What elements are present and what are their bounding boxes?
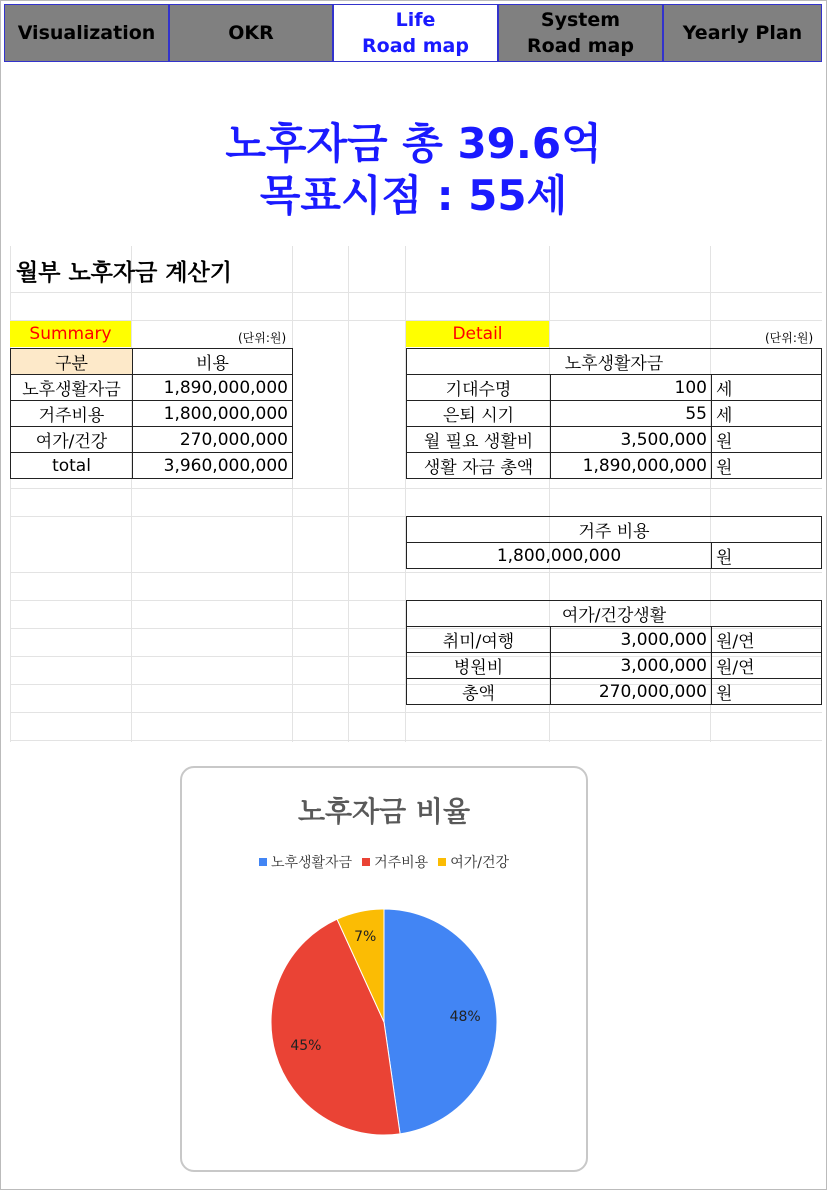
chart-title: 노후자금 비율 <box>297 795 471 828</box>
table-row <box>407 679 822 705</box>
living-cell-value[interactable]: 3,500,000 <box>551 427 712 453</box>
tab-visualization[interactable] <box>4 4 169 62</box>
living-cell-unit[interactable]: 세 <box>712 375 822 401</box>
leisure-cell-value[interactable]: 3,000,000 <box>551 627 712 653</box>
summary-cell-name[interactable]: total <box>11 453 133 479</box>
pie-data-label: 48% <box>449 1009 481 1026</box>
headline-total: 노후자금 총 39.6억 <box>225 119 602 168</box>
leisure-cell-name[interactable]: 총액 <box>407 679 551 705</box>
living-cell-name[interactable]: 기대수명 <box>407 375 551 401</box>
housing-cell-value[interactable]: 1,800,000,000 <box>407 543 712 569</box>
tab-label: Visualization <box>17 22 156 44</box>
housing-header: 거주 비용 <box>407 517 822 543</box>
tab-label: System Road map <box>527 9 634 57</box>
tab-life-road-map[interactable] <box>333 4 498 62</box>
tab-yearly-plan[interactable] <box>663 4 822 62</box>
summary-table <box>10 348 293 479</box>
living-cell-name[interactable]: 은퇴 시기 <box>407 401 551 427</box>
table-header-row <box>11 349 293 375</box>
legend-label: 여가/건강 <box>450 855 510 871</box>
living-cell-unit[interactable]: 원 <box>712 453 822 479</box>
leisure-cell-unit[interactable]: 원/연 <box>712 653 822 679</box>
table-header-row <box>407 349 822 375</box>
table-row <box>407 543 822 569</box>
housing-cell-unit[interactable]: 원 <box>712 543 822 569</box>
summary-unit-note: (단위:원) <box>238 331 287 345</box>
spreadsheet <box>10 246 822 742</box>
summary-cell-name[interactable]: 노후생활자금 <box>11 375 133 401</box>
pie-svg <box>182 768 586 1170</box>
summary-cell-value[interactable]: 1,800,000,000 <box>133 401 293 427</box>
living-cell-name[interactable]: 월 필요 생활비 <box>407 427 551 453</box>
table-header-row <box>407 601 822 627</box>
summary-header-cost: 비용 <box>133 349 293 375</box>
table-row <box>11 401 293 427</box>
table-row <box>11 375 293 401</box>
grid-line <box>10 572 822 573</box>
tab-system-road-map[interactable] <box>498 4 663 62</box>
leisure-cell-name[interactable]: 취미/여행 <box>407 627 551 653</box>
table-row <box>407 453 822 479</box>
detail-housing-table <box>406 516 822 569</box>
leisure-cell-name[interactable]: 병원비 <box>407 653 551 679</box>
summary-cell-name[interactable]: 거주비용 <box>11 401 133 427</box>
summary-cell-name[interactable]: 여가/건강 <box>11 427 133 453</box>
table-row <box>407 427 822 453</box>
detail-leisure-table <box>406 600 822 705</box>
table-row <box>407 627 822 653</box>
living-cell-unit[interactable]: 세 <box>712 401 822 427</box>
pie-data-label: 45% <box>290 1037 322 1054</box>
grid-line <box>10 740 822 741</box>
pie-data-label: 7% <box>354 928 377 945</box>
grid-line <box>10 292 822 293</box>
summary-cell-value[interactable]: 270,000,000 <box>133 427 293 453</box>
table-row <box>11 427 293 453</box>
detail-living-table <box>406 348 822 479</box>
summary-label: Summary <box>10 321 131 347</box>
legend-label: 노후생활자금 <box>270 855 353 871</box>
living-cell-value[interactable]: 100 <box>551 375 712 401</box>
leisure-header: 여가/건강생활 <box>407 601 822 627</box>
tab-label: OKR <box>228 22 274 44</box>
detail-unit-note: (단위:원) <box>765 331 814 345</box>
summary-cell-value[interactable]: 1,890,000,000 <box>133 375 293 401</box>
tab-label: Life Road map <box>362 9 469 57</box>
living-cell-value[interactable]: 1,890,000,000 <box>551 453 712 479</box>
tab-okr[interactable] <box>169 4 333 62</box>
leisure-cell-value[interactable]: 270,000,000 <box>551 679 712 705</box>
summary-cell-value[interactable]: 3,960,000,000 <box>133 453 293 479</box>
table-row <box>407 375 822 401</box>
legend-label: 거주비용 <box>374 855 429 871</box>
tab-bar <box>4 4 822 62</box>
table-row <box>407 401 822 427</box>
detail-label: Detail <box>406 321 549 347</box>
living-header: 노후생활자금 <box>407 349 822 375</box>
grid-line <box>10 712 822 713</box>
tab-label: Yearly Plan <box>682 22 803 44</box>
table-row <box>11 453 293 479</box>
grid-line <box>10 488 822 489</box>
headline-target: 목표시점 : 55세 <box>259 171 568 220</box>
table-header-row <box>407 517 822 543</box>
living-cell-name[interactable]: 생활 자금 총액 <box>407 453 551 479</box>
leisure-cell-unit[interactable]: 원 <box>712 679 822 705</box>
living-cell-unit[interactable]: 원 <box>712 427 822 453</box>
living-cell-value[interactable]: 55 <box>551 401 712 427</box>
summary-header-category: 구분 <box>11 349 133 375</box>
leisure-cell-value[interactable]: 3,000,000 <box>551 653 712 679</box>
sheet-title: 월부 노후자금 계산기 <box>16 260 232 286</box>
leisure-cell-unit[interactable]: 원/연 <box>712 627 822 653</box>
pie-chart[interactable] <box>180 766 588 1172</box>
table-row <box>407 653 822 679</box>
headline <box>0 118 827 222</box>
